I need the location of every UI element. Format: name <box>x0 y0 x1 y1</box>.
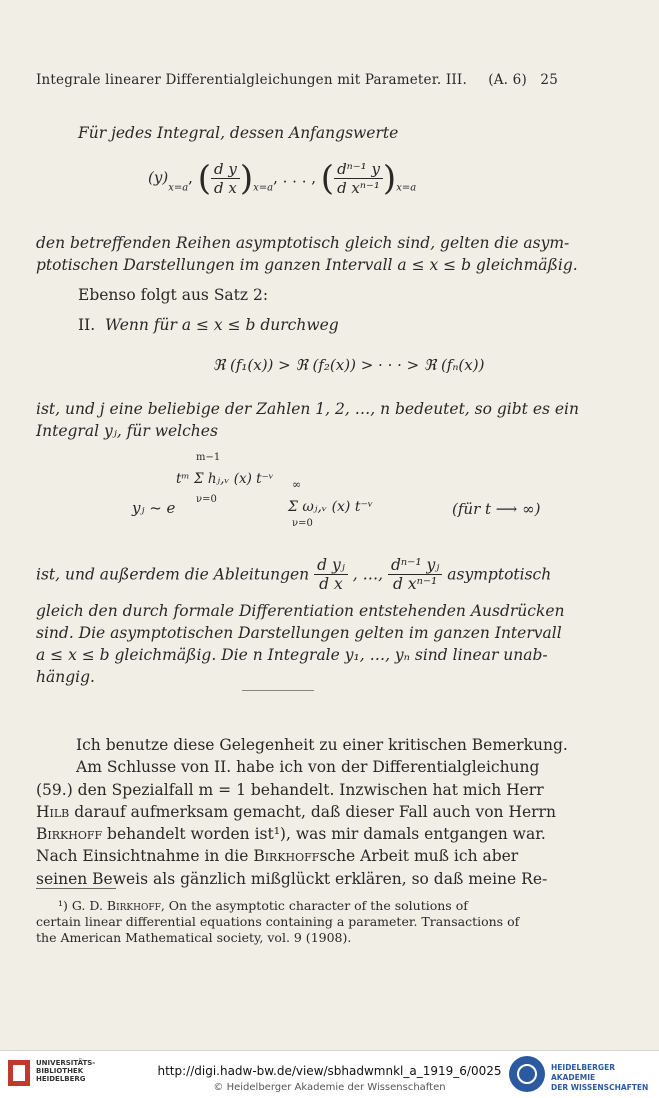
running-header <box>36 72 558 88</box>
statement-II-body: ist, und j eine beliebige der Zahlen 1, 2, …, n bedeutet, so gibt es ein Integral yⱼ, für welches <box>36 400 579 440</box>
derivatives-line: ist, und außerdem die Ableitungen $\frac{\text{d yⱼ}}{\text{d x}}$ , …, $\frac{\text{dⁿ⁻¹ yⱼ}}{\text{d xⁿ⁻¹}}$ asymptotisch <box>36 556 552 593</box>
scanned-page: Integrale linearer Differentialgleichungen mit Parameter. III. (A. 6) 25 Für jedes Integral, dessen Anfangswerte $(y)_{x=a}$, ( $\frac{\text{d y}}{\text{d x}}$ )$_{x=a}$, . . . , ( $\frac{\text{dⁿ⁻¹ y}}{\text{d xⁿ⁻¹}}$ )$_{x=a}$ den betreffenden Reihen asymptotisch gleich sind, gelten die asym- ptotischen Darstellungen im ganzen Intervall a ≤ x ≤ b gleichmäßig. Ebenso folgt aus Satz 2: II. Wenn für a ≤ x ≤ b durchweg ℜ (f₁(x)) > ℜ (f₂(x)) > · · · > ℜ (fₙ(x)) ist, und j eine beliebige der Zahlen 1, 2, …, n bedeutet, so gibt es ein Integral yⱼ, für welches m−1 tᵐ Σ hⱼ,ᵥ (x) t⁻ᵛ ν=0 yⱼ ~ e ∞ Σ ωⱼ,ᵥ (x) t⁻ᵛ ν=0 (für t ⟶ ∞) ist, und außerdem die Ableitungen $\frac{\text{d yⱼ}}{\text{d x}}$ , …, $\frac{\text{dⁿ⁻¹ yⱼ}}{\text{d xⁿ⁻¹}}$ asymptotisch gleich den durch formale Differentiation entstehenden Ausdrücken sind. Die asymptotischen Darstellungen gelten im ganzen Intervall a ≤ x ≤ b gleichmäßig. Die n Integrale y₁, …, yₙ sind linear unab- hängig. Ich benutze diese Gelegenheit zu einer kritischen Bemerkung. Am Schlusse von II. habe ich von der Differentialgleichung (59.) den Spezialfall m = 1 behandelt. Inzwischen hat mich Herr Hilb darauf aufmerksam gemacht, daß dieser Fall auch von Herrn Birkhoff behandelt worden ist¹), was mir damals entgangen war. Nach Einsichtnahme in die Birkhoffsche Arbeit muß ich aber seinen Beweis als gänzlich mißglückt erklären, so daß meine Re- ¹) G. D. Birkhoff, On the asymptotic character of the solutions of certain linear differential equations containing a parameter. Transactions of the American Mathematical society, vol. 9 (1908). <box>0 0 659 1050</box>
exponent-sum: tᵐ Σ hⱼ,ᵥ (x) t⁻ᵛ <box>176 471 274 487</box>
series-sum: Σ ωⱼ,ᵥ (x) t⁻ᵛ <box>288 499 374 515</box>
real-part-inequality: ℜ (f₁(x)) > ℜ (f₂(x)) > · · · > ℜ (fₙ(x)) <box>213 356 485 374</box>
running-title: Integrale linearer Differentialgleichungen mit Parameter. III. <box>36 72 467 88</box>
copyright-notice: © Heidelberger Akademie der Wissenschaften <box>213 1082 446 1093</box>
remark-paragraph: Ich benutze diese Gelegenheit zu einer kritischen Bemerkung. Am Schlusse von II. habe ich von der Differentialgleichung (59.) den Spezialfall m = 1 behandelt. Inzwischen hat mich Herr Hilb darauf aufmerksam gemacht, daß dieser Fall auch von Herrn Birkhoff behandelt worden ist¹), was mir damals entgangen war. Nach Einsichtnahme in die Birkhoffsche Arbeit muß ich aber seinen Beweis als gänzlich mißglückt erklären, so daß meine Re- <box>36 736 568 888</box>
statement-II-condition: II. Wenn für a ≤ x ≤ b durchweg <box>78 316 339 334</box>
section-divider <box>242 690 314 691</box>
permalink[interactable]: http://digi.hadw-bw.de/view/sbhadwmnkl_a_1919_6/0025 <box>157 1064 502 1078</box>
academy-label[interactable]: HEIDELBERGER AKADEMIE DER WISSENSCHAFTEN <box>551 1063 649 1092</box>
asymptotic-lhs: yⱼ ~ e <box>132 499 176 517</box>
university-library-label[interactable]: UNIVERSITÄTS- BIBLIOTHEK HEIDELBERG <box>36 1059 96 1083</box>
section-ref: (A. 6) <box>488 72 527 88</box>
statement-I-body: den betreffenden Reihen asymptotisch gleich sind, gelten die asym- ptotischen Darstellungen im ganzen Intervall a ≤ x ≤ b gleichmäßig. <box>36 234 578 274</box>
viewer-footer <box>0 1050 659 1098</box>
footnote-rule <box>36 888 116 889</box>
statement-intro: Für jedes Integral, dessen Anfangswerte <box>78 124 399 142</box>
academy-seal-icon[interactable] <box>509 1056 545 1092</box>
initial-values-formula: $(y)_{x=a}$, ( $\frac{\text{d y}}{\text{d x}}$ )$_{x=a}$, . . . , ( $\frac{\text{dⁿ⁻¹ y}}{\text{d xⁿ⁻¹}}$ )$_{x=a}$ <box>148 158 417 199</box>
footnote: ¹) G. D. Birkhoff, On the asymptotic character of the solutions of certain linear differential equations containing a parameter. Transactions of the American Mathematical society, vol. 9 (1908). <box>36 898 520 945</box>
page-number: 25 <box>540 72 558 88</box>
statement-II-conclusion: gleich den durch formale Differentiation entstehenden Ausdrücken sind. Die asymptotischen Darstellungen gelten im ganzen Intervall a ≤ x ≤ b gleichmäßig. Die n Integrale y₁, …, yₙ sind linear unab- hängig. <box>36 602 565 686</box>
limit-condition: (für t ⟶ ∞) <box>452 500 541 518</box>
ebenso-line: Ebenso folgt aus Satz 2: <box>78 286 269 304</box>
